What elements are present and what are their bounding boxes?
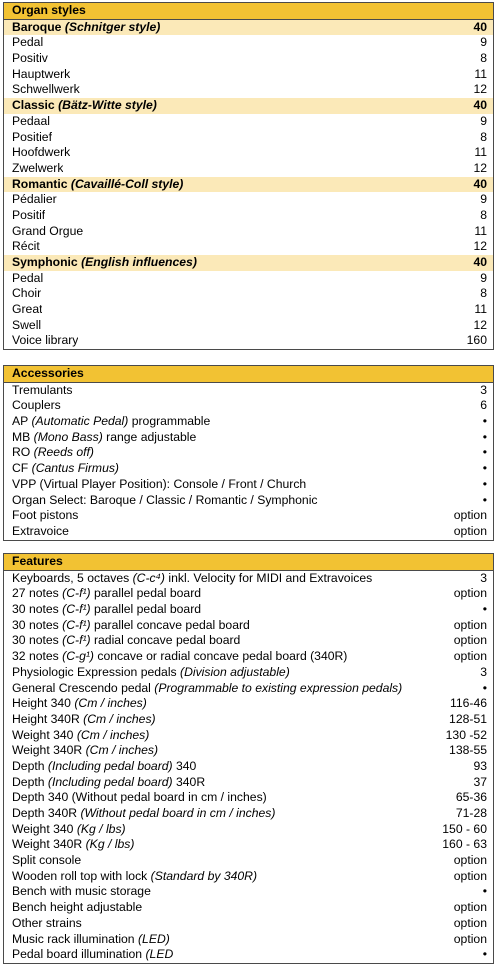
row-label-note: (Kg / lbs): [76, 821, 126, 836]
row-label: [12, 602, 201, 618]
row-label: [12, 649, 347, 665]
table-row: [4, 430, 493, 446]
row-label-text: Zwelwerk: [12, 160, 64, 175]
row-value: 65-36: [455, 790, 487, 805]
table-row: [4, 681, 493, 697]
row-label-text: Récit: [12, 239, 40, 254]
row-label: [12, 837, 134, 853]
row-label-suffix: parallel pedal board: [93, 602, 202, 617]
row-label: [12, 633, 240, 649]
row-value: 11: [474, 302, 487, 317]
row-value: 9: [480, 113, 487, 128]
row-label: [12, 67, 70, 83]
row-label-note: (C-f¹): [62, 602, 91, 617]
row-label-text: Height 340R: [12, 711, 80, 726]
row-label-note: (C-c⁴): [132, 570, 165, 585]
row-label: [12, 775, 205, 791]
row-label: [12, 477, 306, 493]
row-label-text: 30 notes: [12, 633, 59, 648]
row-value: option: [453, 931, 487, 946]
row-label-note: (Cantus Firmus): [31, 461, 119, 476]
row-label-text: AP: [12, 414, 29, 429]
table-row: [4, 696, 493, 712]
table-row: [4, 445, 493, 461]
row-value: 8: [480, 129, 487, 144]
row-value: 40: [473, 176, 487, 191]
row-label: [12, 445, 94, 461]
row-label-suffix: parallel pedal board: [93, 586, 202, 601]
row-label-text: Positief: [12, 129, 52, 144]
table-row: [4, 618, 493, 634]
table-row: [4, 916, 493, 932]
row-label-text: VPP (Virtual Player Position): Console / Front / Church: [12, 476, 307, 491]
row-label-note: (Kg / lbs): [85, 837, 135, 852]
row-value: option: [453, 586, 487, 601]
row-label-text: Extravoice: [12, 523, 69, 538]
table-row: [4, 759, 493, 775]
row-label-text: Couplers: [12, 398, 61, 413]
row-label: [12, 318, 41, 334]
row-label-text: General Crescendo pedal: [12, 680, 151, 695]
row-label: [12, 665, 290, 681]
row-label: [12, 286, 41, 302]
row-label-note: (Cm / inches): [83, 711, 156, 726]
table-row: [4, 35, 493, 51]
row-label: [12, 900, 142, 916]
row-label-note: (Programmable to existing expression pedals): [154, 680, 403, 695]
row-value: 9: [480, 35, 487, 50]
row-label-text: 30 notes: [12, 617, 59, 632]
row-label: [12, 806, 275, 822]
organ-styles-header: [4, 3, 493, 20]
row-value: •: [482, 884, 487, 899]
row-label-note: (Standard by 340R): [150, 868, 258, 883]
table-row: [4, 869, 493, 885]
row-label: [12, 383, 73, 399]
row-label: [12, 398, 61, 414]
row-label: [12, 20, 160, 36]
row-value: option: [453, 915, 487, 930]
row-label: [12, 853, 81, 869]
table-row: [4, 333, 493, 349]
row-value: 9: [480, 192, 487, 207]
row-value: 12: [473, 317, 487, 332]
row-value: option: [453, 649, 487, 664]
row-label: [12, 932, 170, 948]
row-label: [12, 728, 149, 744]
row-value: •: [482, 445, 487, 460]
table-row: [4, 743, 493, 759]
row-label-text: Pedal: [12, 270, 44, 285]
row-label-text: Hauptwerk: [12, 66, 71, 81]
row-value: option: [453, 633, 487, 648]
row-label-text: Positiv: [12, 51, 48, 66]
row-label-note: (Cm / inches): [85, 743, 159, 758]
table-row: [4, 286, 493, 302]
row-value: •: [482, 414, 487, 429]
table-row: [4, 477, 493, 493]
row-value: •: [482, 680, 487, 695]
row-label-note: (Automatic Pedal): [31, 414, 129, 429]
row-label-note: (Including pedal board): [47, 774, 173, 789]
section-title: Features: [12, 554, 63, 568]
row-label: [12, 508, 78, 524]
row-label-note: (C-f¹): [62, 617, 91, 632]
row-label-text: Great: [12, 302, 43, 317]
row-value: 6: [480, 398, 487, 413]
style-group-row: [4, 255, 493, 271]
row-label-text: Choir: [12, 286, 42, 301]
table-row: [4, 224, 493, 240]
row-label: [12, 208, 45, 224]
row-label-note: (Including pedal board): [47, 758, 173, 773]
row-value: 3: [480, 382, 487, 397]
row-value: 40: [473, 255, 487, 269]
row-label: [12, 271, 43, 287]
table-row: [4, 947, 493, 963]
row-value: 138-55: [449, 743, 487, 758]
row-label-text: Grand Orgue: [12, 223, 84, 238]
row-label: [12, 712, 156, 728]
row-label-text: Positif: [12, 207, 46, 222]
row-label: [12, 586, 201, 602]
row-label-text: Swell: [12, 317, 42, 332]
row-label-note: (English influences): [81, 255, 197, 269]
table-row: [4, 571, 493, 587]
table-row: [4, 208, 493, 224]
table-row: [4, 67, 493, 83]
table-row: [4, 712, 493, 728]
row-value: •: [482, 947, 487, 962]
row-label-text: MB: [12, 429, 31, 444]
row-value: 9: [480, 270, 487, 285]
table-row: [4, 790, 493, 806]
row-label: [12, 239, 40, 255]
row-label-suffix: parallel concave pedal board: [93, 617, 250, 632]
row-label: [12, 333, 78, 349]
row-label: [12, 414, 210, 430]
row-label-text: Pedal board illumination: [12, 947, 143, 962]
table-row: [4, 728, 493, 744]
row-value: 116-46: [449, 696, 487, 711]
row-label-text: Keyboards, 5 octaves: [12, 570, 130, 585]
row-label: [12, 696, 147, 712]
row-label-text: Classic: [12, 98, 55, 113]
row-label-text: Weight 340: [12, 821, 74, 836]
row-label: [12, 430, 196, 446]
table-row: [4, 130, 493, 146]
table-row: [4, 524, 493, 540]
row-label-text: Split console: [12, 853, 82, 868]
row-label-suffix: inkl. Velocity for MIDI and Extravoices: [168, 570, 373, 585]
row-label-text: 30 notes: [12, 602, 59, 617]
row-label: [12, 947, 173, 963]
row-label-note: (Division adjustable): [180, 664, 290, 679]
row-value: 11: [474, 145, 487, 160]
row-value: 40: [473, 98, 487, 113]
table-row: [4, 145, 493, 161]
row-value: •: [482, 492, 487, 507]
row-value: 12: [473, 160, 487, 175]
row-value: option: [453, 617, 487, 632]
table-row: [4, 493, 493, 509]
row-label-note: (LED: [145, 947, 174, 962]
row-label-note: (Cavaillé-Coll style): [70, 176, 184, 191]
row-label: [12, 302, 42, 318]
style-group-row: [4, 177, 493, 193]
row-label-text: Pédalier: [12, 192, 57, 207]
row-value: •: [482, 476, 487, 491]
row-label-text: Wooden roll top with lock: [12, 868, 148, 883]
table-row: [4, 302, 493, 318]
row-label-text: Music rack illumination: [12, 931, 135, 946]
row-value: option: [453, 508, 487, 523]
row-label-text: Symphonic: [12, 255, 78, 269]
row-label-note: (Schnitger style): [64, 19, 161, 34]
row-value: 12: [473, 239, 487, 254]
table-row: [4, 508, 493, 524]
table-row: [4, 775, 493, 791]
table-row: [4, 318, 493, 334]
row-label: [12, 493, 318, 509]
style-group-row: [4, 98, 493, 114]
row-label-text: 32 notes: [12, 649, 59, 664]
row-value: 128-51: [449, 711, 487, 726]
row-label-suffix: radial concave pedal board: [93, 633, 241, 648]
row-value: 130 -52: [445, 727, 487, 742]
row-value: 150 - 60: [442, 821, 487, 836]
row-value: 11: [474, 66, 487, 81]
row-label: [12, 35, 43, 51]
row-label: [12, 224, 83, 240]
row-value: 160: [466, 333, 487, 348]
table-row: [4, 633, 493, 649]
accessories-table: [3, 365, 494, 541]
row-label: [12, 571, 372, 587]
row-label: [12, 255, 197, 271]
table-row: [4, 383, 493, 399]
row-value: 3: [480, 570, 487, 585]
features-header: [4, 554, 493, 571]
row-label-note: (Cm / inches): [74, 696, 147, 711]
row-label: [12, 884, 151, 900]
row-label-text: Depth: [12, 758, 45, 773]
row-label-text: Depth 340R: [12, 806, 78, 820]
table-row: [4, 602, 493, 618]
features-table: [3, 553, 494, 964]
row-label-suffix: concave or radial concave pedal board (340R): [97, 649, 348, 664]
row-label-text: Organ Select: Baroque / Classic / Romantic / Symphonic: [12, 492, 318, 507]
row-value: option: [453, 900, 487, 915]
section-title: Organ styles: [12, 3, 86, 17]
row-value: 71-28: [455, 806, 487, 820]
row-label-note: (C-g¹): [62, 649, 94, 664]
style-group-row: [4, 20, 493, 36]
row-label-note: (C-f¹): [62, 633, 91, 648]
row-label: [12, 177, 183, 193]
row-label-text: Schwellwerk: [12, 82, 80, 97]
row-label: [12, 759, 196, 775]
row-value: •: [482, 429, 487, 444]
row-label-text: Depth 340 (Without pedal board in cm / inches): [12, 790, 267, 805]
row-label: [12, 618, 250, 634]
row-label: [12, 916, 82, 932]
row-label: [12, 461, 119, 477]
row-value: option: [453, 523, 487, 538]
table-row: [4, 414, 493, 430]
row-label: [12, 161, 63, 177]
row-label-note: (Bätz-Witte style): [58, 98, 157, 113]
table-row: [4, 461, 493, 477]
row-label: [12, 51, 48, 67]
row-label-text: Weight 340R: [12, 743, 83, 758]
row-label-note: (LED): [137, 931, 170, 946]
row-value: 12: [473, 82, 487, 97]
row-label-text: Physiologic Expression pedals: [12, 664, 177, 679]
row-value: 160 - 63: [442, 837, 487, 852]
row-label: [12, 130, 52, 146]
row-label: [12, 743, 158, 759]
table-row: [4, 900, 493, 916]
row-label: [12, 114, 50, 130]
row-label-note: (Cm / inches): [76, 727, 150, 742]
row-value: 8: [480, 207, 487, 222]
table-row: [4, 271, 493, 287]
row-label-text: Other strains: [12, 915, 82, 930]
row-value: 3: [480, 664, 487, 679]
row-label: [12, 524, 69, 540]
row-label: [12, 98, 157, 114]
row-label-text: Pedal: [12, 35, 44, 50]
row-value: •: [482, 461, 487, 476]
row-value: 8: [480, 286, 487, 301]
table-row: [4, 114, 493, 130]
row-label: [12, 790, 267, 806]
section-title: Accessories: [12, 366, 84, 380]
table-row: [4, 665, 493, 681]
row-label-text: 27 notes: [12, 586, 59, 601]
row-label-text: Baroque: [12, 19, 62, 34]
row-value: 37: [473, 774, 487, 789]
table-row: [4, 806, 493, 822]
table-row: [4, 884, 493, 900]
row-label: [12, 145, 70, 161]
table-row: [4, 586, 493, 602]
row-label-text: RO: [12, 445, 31, 460]
row-label: [12, 82, 80, 98]
row-label: [12, 192, 57, 208]
row-label-suffix: 340: [175, 758, 197, 773]
row-value: 11: [474, 223, 487, 238]
row-label-suffix: range adjustable: [106, 429, 197, 444]
table-row: [4, 239, 493, 255]
row-label-note: (C-f¹): [62, 586, 91, 601]
row-label-text: Voice library: [12, 333, 79, 348]
row-label-note: (Mono Bass): [33, 429, 103, 444]
row-label-note: (Without pedal board in cm / inches): [80, 806, 276, 820]
row-value: 93: [473, 758, 487, 773]
row-value: 40: [473, 19, 487, 34]
table-row: [4, 837, 493, 853]
row-label-suffix: 340R: [175, 774, 206, 789]
row-label-text: Weight 340R: [12, 837, 83, 852]
row-label-text: Weight 340: [12, 727, 74, 742]
row-label-text: Bench height adjustable: [12, 900, 143, 915]
table-row: [4, 822, 493, 838]
table-row: [4, 51, 493, 67]
row-label-text: CF: [12, 461, 29, 476]
table-row: [4, 398, 493, 414]
row-label: [12, 822, 126, 838]
organ-styles-table: [3, 2, 494, 350]
row-value: option: [453, 853, 487, 868]
table-row: [4, 192, 493, 208]
table-row: [4, 853, 493, 869]
row-label-text: Pedaal: [12, 113, 50, 128]
row-label: [12, 869, 257, 885]
row-label: [12, 681, 402, 697]
row-value: •: [482, 602, 487, 617]
table-row: [4, 161, 493, 177]
row-label-text: Depth: [12, 774, 45, 789]
row-value: option: [453, 868, 487, 883]
row-label-text: Hoofdwerk: [12, 145, 71, 160]
row-label-text: Tremulants: [12, 382, 73, 397]
row-label-text: Height 340: [12, 696, 71, 711]
row-label-text: Foot pistons: [12, 508, 79, 523]
row-label-note: (Reeds off): [33, 445, 94, 460]
row-label-text: Romantic: [12, 176, 68, 191]
row-value: 8: [480, 51, 487, 66]
table-row: [4, 82, 493, 98]
table-row: [4, 649, 493, 665]
row-label-text: Bench with music storage: [12, 884, 151, 899]
row-label-suffix: programmable: [131, 414, 211, 429]
accessories-header: [4, 366, 493, 383]
table-row: [4, 932, 493, 948]
